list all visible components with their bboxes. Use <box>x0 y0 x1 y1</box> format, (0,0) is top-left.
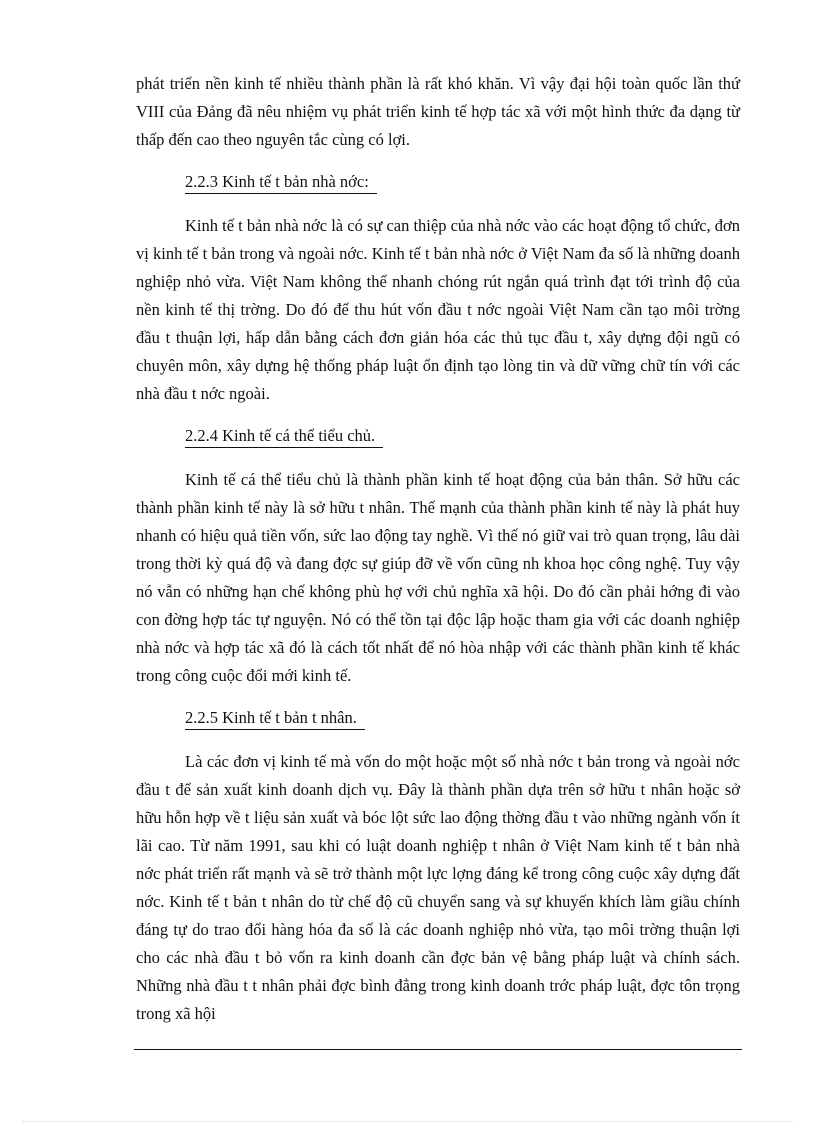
section-heading-wrap-2-2-3 <box>136 162 740 204</box>
document-body <box>136 70 740 1028</box>
paragraph-individual-economy: Kinh tế cá thể tiểu chủ là thành phần kinh tế hoạt động của bản thân. Sở hữu các thành phần kinh tế này là sở hữu t nhân. Thế mạnh của thành phần kinh tế này là phát huy nhanh có hiệu quả tiền vốn, sức lao động tay nghề. Vì thế nó giữ vai trò quan trọng, lâu dài trong thời kỳ quá độ và đang đợc sự giúp đỡ về vốn cũng nh khoa học công nghệ. Tuy vậy nó vẫn có những hạn chế không phù hợ với chủ nghĩa xã hội. Do đó cần phải hớng đi vào con đờng hợp tác tự nguyện. Nó có thể tồn tại độc lập hoặc tham gia với các doanh nghiệp nhà nớc và hợp tác xã đó là cách tốt nhất để nó hòa nhập với các thành phần kinh tế khác trong công cuộc đổi mới kinh tế. <box>136 470 740 685</box>
paragraph-private-capitalism: Là các đơn vị kinh tế mà vốn do một hoặc một số nhà nớc t bản trong và ngoài nớc đầu t để sản xuất kinh doanh dịch vụ. Đây là thành phần dựa trên sở hữu t nhân hoặc sở hữu hỗn hợp về t liệu sản xuất và bóc lột sức lao động thờng đầu t vào những ngành vốn ít lãi cao. Từ năm 1991, sau khi có luật doanh nghiệp t nhân ở Việt Nam kinh tế t bản nhà nớc phát triển rất mạnh và sẽ trở thành một lực lợng đáng kể trong công cuộc xây dựng đất nớc. Kinh tế t bản t nhân do từ chế độ cũ chuyển sang và sự khuyến khích làm giầu chính đáng tự do trao đổi hàng hóa đa số là các doanh nghiệp nhỏ vừa, tạo môi trờng thuận lợi cho các nhà đầu t bỏ vốn ra kinh doanh cần đợc bản vệ bằng pháp luật và chính sách. Những nhà đầu t t nhân phải đợc bình đẳng trong kinh doanh trớc pháp luật, đợc tôn trọng trong xã hội <box>136 752 740 1023</box>
section-heading-2-2-3: 2.2.3 Kinh tế t bản nhà nớc: <box>185 171 377 194</box>
paragraph-intro: phát triển nền kinh tế nhiều thành phần là rất khó khăn. Vì vậy đại hội toàn quốc lần thứ VIII của Đảng đã nêu nhiệm vụ phát triển kinh tế hợp tác xã với một hình thức đa dạng từ thấp đến cao theo nguyên tắc cùng có lợi. <box>136 74 740 149</box>
paragraph-state-capitalism: Kinh tế t bản nhà nớc là có sự can thiệp của nhà nớc vào các hoạt động tổ chức, đơn vị kinh tế t bản trong và ngoài nớc. Kinh tế t bản nhà nớc ở Việt Nam đa số là những doanh nghiệp nhỏ vừa. Việt Nam không thể nhanh chóng rút ngắn quá trình đạt tới trình độ của nền kinh tế thị trờng. Do đó để thu hút vốn đầu t nớc ngoài Việt Nam cần tạo môi trờng đầu t thuận lợi, hấp dẫn bằng cách đơn giản hóa các thủ tục đầu t, xây dựng đội ngũ có chuyên môn, xây dựng hệ thống pháp luật ổn định tạo lòng tin và dữ vững chữ tín với các nhà đầu t nớc ngoài. <box>136 216 740 403</box>
section-heading-wrap-2-2-4 <box>136 416 740 458</box>
page-bottom-dotted-border <box>22 1121 794 1122</box>
section-heading-2-2-4: 2.2.4 Kinh tế cá thể tiểu chủ. <box>185 425 383 448</box>
footer-rule <box>134 1049 742 1050</box>
section-heading-wrap-2-2-5 <box>136 698 740 740</box>
section-heading-2-2-5: 2.2.5 Kinh tế t bản t nhân. <box>185 707 365 730</box>
